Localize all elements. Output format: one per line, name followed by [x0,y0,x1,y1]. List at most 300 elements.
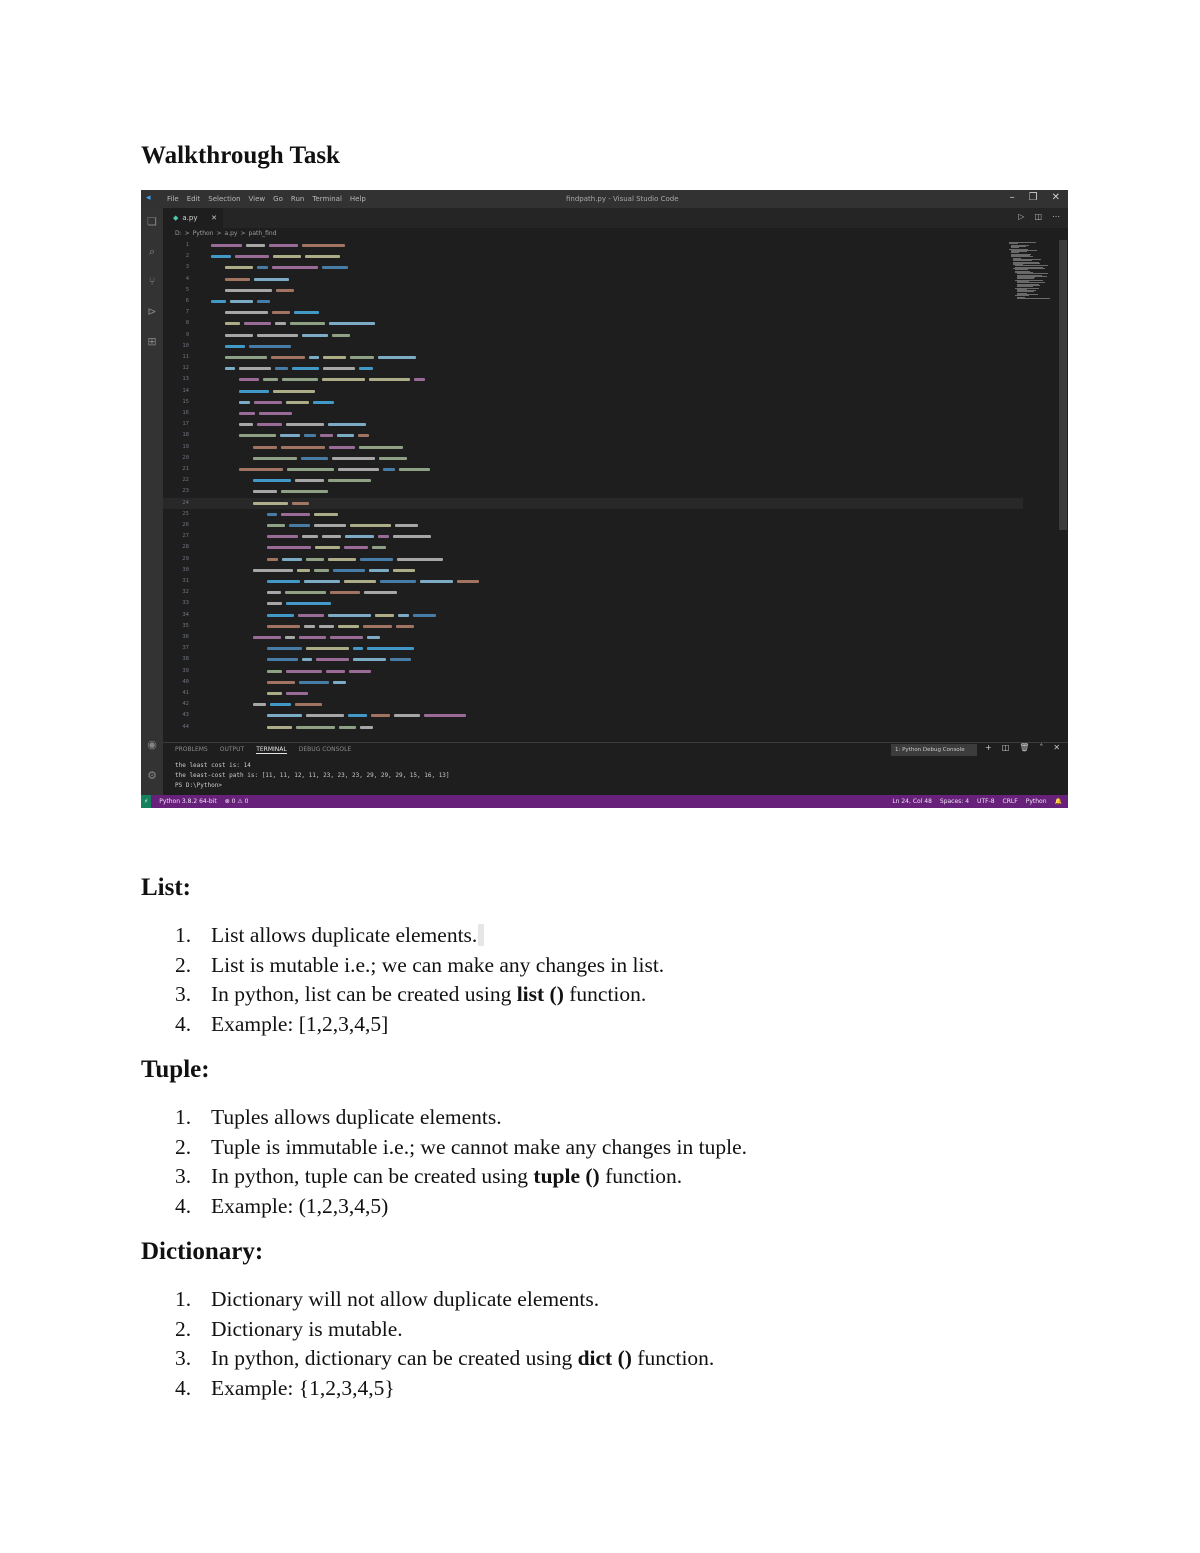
line-number: 43 [182,712,189,719]
code-token [316,658,349,661]
code-token [345,535,374,538]
code-token [302,244,345,247]
code-line [163,722,1023,733]
code-token [301,457,328,460]
python-file-icon: ◆ [173,214,179,222]
code-token [239,468,283,471]
list-number: 2. [175,1134,192,1159]
code-token [328,558,356,561]
code-token [309,356,319,359]
terminal-select: 1: Python Debug Console [891,744,977,756]
code-token [286,423,324,426]
list-item-text: Tuple is immutable i.e.; we cannot make any changes in tuple. [211,1134,747,1159]
code-line [163,453,1023,464]
code-line [163,699,1023,710]
restore-icon: ❐ [1028,192,1038,203]
code-line [163,464,1023,475]
code-line [163,632,1023,643]
terminal-prompt: PS D:\Python> [175,782,222,789]
code-token [257,423,282,426]
section-heading-list: List: [141,874,191,901]
code-token [211,255,231,258]
code-token [350,356,374,359]
line-number: 7 [185,309,189,316]
code-token [286,602,331,605]
code-token [225,289,272,292]
code-token [333,681,346,684]
code-token [344,546,368,549]
code-token [414,378,425,381]
code-token [296,726,335,729]
code-line [163,486,1023,497]
code-token [257,334,298,337]
code-token [360,726,373,729]
line-number: 35 [182,622,189,629]
code-line [163,610,1023,621]
code-token [225,311,268,314]
ide-activity-bar [141,208,163,795]
line-number: 42 [182,701,189,708]
code-line [163,643,1023,654]
menu-file: File [167,195,179,203]
code-token [420,580,453,583]
code-token [292,502,309,505]
code-token [271,356,305,359]
code-token [253,490,277,493]
list-number: 2. [175,1316,192,1341]
code-token [349,670,371,673]
code-line [163,419,1023,430]
line-number: 3 [185,264,189,271]
editor-tab-label: a.py [182,214,198,222]
line-number: 27 [182,533,189,540]
line-number: 9 [185,331,189,338]
line-number: 34 [182,611,189,618]
code-token [367,647,414,650]
panel-tab-terminal: TERMINAL [256,746,287,753]
code-token [353,658,386,661]
code-token [314,569,329,572]
breadcrumb-item: Python [192,230,214,237]
code-token [253,703,266,706]
code-token [259,412,292,415]
breadcrumb-separator: > [240,230,246,237]
code-token [253,569,293,572]
line-number: 8 [185,320,189,327]
ide-screenshot [141,190,1068,808]
run-icon: ▷ [1018,212,1025,221]
list-number: 4. [175,1375,192,1400]
code-token [424,714,466,717]
section-heading-tuple: Tuple: [141,1056,210,1083]
code-token [295,703,322,706]
list-number: 3. [175,982,192,1006]
code-line [163,542,1023,553]
list-item-text [211,980,646,1010]
code-token [253,479,291,482]
code-token [329,446,355,449]
list-number: 1. [175,923,192,947]
bell-icon: 🔔 [1054,798,1062,805]
code-token [399,468,430,471]
code-token [302,535,318,538]
text-run: In python, dictionary can be created using [211,1346,578,1370]
code-token [281,513,310,516]
code-token [294,311,319,314]
list-item-text: Dictionary is mutable. [211,1316,403,1341]
code-token [267,692,282,695]
code-line [163,285,1023,296]
code-token [282,378,318,381]
line-number: 36 [182,634,189,640]
line-number: 44 [182,723,189,730]
code-token [270,703,291,706]
breadcrumb-item: a.py [224,230,238,237]
code-token [286,670,322,673]
code-token [246,244,265,247]
list-number: 1. [175,1287,192,1311]
code-token [239,412,255,415]
status-cursor-position: Ln 24, Col 48 [892,798,932,805]
code-token [225,367,235,370]
line-number: 31 [182,578,189,584]
code-line [163,688,1023,699]
code-token [225,356,267,359]
line-number: 37 [182,645,189,652]
code-token [337,434,354,437]
terminal-line: the least cost is: 14 [175,762,251,769]
list-number: 2. [175,952,192,977]
code-token [330,636,363,639]
debug-icon: ⊳ [147,305,157,318]
list-item-text: Tuples allows duplicate elements. [211,1105,502,1129]
code-token [281,490,328,493]
code-token [267,670,282,673]
code-line [163,677,1023,688]
line-number: 33 [182,600,189,607]
code-line [163,621,1023,632]
line-number: 10 [182,342,189,349]
line-number: 4 [185,275,189,282]
code-token [328,614,371,617]
code-token [253,457,297,460]
code-token [332,334,350,337]
line-number: 41 [182,690,189,696]
code-line [163,341,1023,352]
list-item-text: Dictionary will not allow duplicate elements. [211,1287,600,1311]
status-indentation: Spaces: 4 [939,798,970,805]
code-token [380,580,416,583]
code-token [298,614,324,617]
code-token [360,558,393,561]
function-name: list () [516,982,564,1006]
code-token [314,524,346,527]
code-token [369,569,389,572]
line-number: 19 [182,443,189,450]
line-number: 1 [185,242,189,248]
code-token [225,278,250,281]
code-token [315,546,340,549]
list-item-text: List is mutable i.e.; we can make any changes in list. [211,952,665,977]
code-token [297,569,310,572]
code-token [394,714,420,717]
code-token [304,625,315,628]
list-item-text [211,1344,714,1374]
code-token [253,636,281,639]
minimize-icon: – [1009,192,1015,203]
code-token [371,714,390,717]
code-token [225,345,245,348]
code-line [163,587,1023,598]
list-item-text: Example: {1,2,3,4,5} [211,1375,395,1400]
code-token [383,468,395,471]
code-token [253,502,288,505]
menu-view: View [248,195,266,203]
line-number: 26 [182,522,189,528]
line-number: 14 [182,387,189,394]
code-token [239,434,276,437]
code-line [163,274,1023,285]
code-token [372,546,386,549]
code-line [163,654,1023,665]
menu-go: Go [273,195,283,203]
code-token [239,367,271,370]
code-token [272,266,318,269]
code-token [292,367,319,370]
code-token [330,591,360,594]
text-run: function. [599,1164,683,1188]
code-line [163,262,1023,273]
editor-actions [1018,212,1060,221]
code-line [163,565,1023,576]
text-run: In python, list can be created using [211,982,517,1006]
line-number: 17 [182,421,189,428]
code-token [267,647,302,650]
code-token [211,244,242,247]
line-number: 24 [182,499,189,506]
code-token [263,378,278,381]
code-token [350,524,391,527]
code-token [267,625,300,628]
code-token [378,535,389,538]
code-token [257,266,268,269]
code-token [286,401,309,404]
breadcrumb-item: D: [175,230,182,237]
code-token [306,714,344,717]
code-token [267,546,311,549]
code-token [289,524,310,527]
line-number: 15 [182,398,189,405]
list-item-text: Example: (1,2,3,4,5) [211,1193,389,1218]
code-token [275,367,288,370]
window-controls [1010,192,1060,203]
code-line [163,509,1023,520]
code-token [322,266,348,269]
code-token [272,311,290,314]
panel-tab-debug-console: DEBUG CONSOLE [298,746,352,753]
code-line [163,374,1023,385]
line-number: 32 [182,589,189,596]
code-token [239,423,253,426]
breadcrumb-item: path_find [248,230,277,237]
code-token [299,636,326,639]
code-token [267,726,292,729]
code-token [285,636,295,639]
line-number: 40 [182,678,189,685]
code-token [326,670,345,673]
minimap [1007,242,1051,300]
code-token [230,300,253,303]
code-token [344,580,376,583]
code-token [275,322,286,325]
panel-tab-output: OUTPUT [219,746,245,753]
document-title: Walkthrough Task [141,142,340,169]
code-line [163,240,1023,251]
explorer-icon: ❏ [147,215,157,228]
code-token [390,658,411,661]
code-line [163,363,1023,374]
code-token [306,558,324,561]
trash-icon: 🗑 [1019,743,1030,752]
more-icon: ⋯ [1052,212,1060,221]
code-token [225,266,253,269]
line-number: 5 [185,286,189,293]
code-token [273,390,315,393]
code-token [323,367,355,370]
line-number: 20 [182,454,189,461]
code-token [302,658,312,661]
list-number: 1. [175,1105,192,1129]
code-token [280,434,300,437]
code-token [267,513,277,516]
code-token [225,334,253,337]
code-token [328,423,366,426]
line-number: 22 [182,477,189,484]
terminal-line: the least-cost path is: [11, 11, 12, 11, 23, 23, 23, 29, 29, 29, 15, 16, 13] [175,772,450,779]
breadcrumb-separator: > [216,230,222,237]
code-token [254,278,289,281]
code-line [163,598,1023,609]
code-token [244,322,271,325]
code-token [393,535,431,538]
code-token [267,524,285,527]
code-token [379,457,407,460]
code-token [269,244,298,247]
vscode-logo-icon: ◂ [146,193,151,203]
line-number: 2 [185,253,189,260]
text-run: function. [563,982,647,1006]
function-name: tuple () [533,1164,600,1188]
section-heading-dictionary: Dictionary: [141,1238,264,1265]
line-number: 21 [182,466,189,472]
code-token [413,614,436,617]
breadcrumb [175,230,277,237]
search-icon: ⌕ [148,245,156,258]
panel-tab-problems: PROBLEMS [175,746,208,753]
code-token [375,614,394,617]
code-line [163,554,1023,565]
menu-edit: Edit [186,195,201,203]
code-token [239,378,259,381]
code-token [338,468,379,471]
code-token [299,681,329,684]
code-token [267,602,282,605]
status-interpreter: Python 3.8.2 64-bit [159,798,217,805]
code-token [367,636,380,639]
code-token [359,367,373,370]
code-token [314,513,338,516]
code-token [457,580,479,583]
code-token [364,591,397,594]
code-token [267,681,295,684]
line-number: 30 [182,566,189,573]
tab-close-icon: ✕ [211,214,217,222]
code-token [323,356,346,359]
text-run: In python, tuple can be created using [211,1164,534,1188]
code-token [239,401,250,404]
code-token [285,591,326,594]
chevron-up-icon: ˄ [1039,743,1044,752]
code-line [163,386,1023,397]
code-token [235,255,269,258]
text-run: function. [631,1346,715,1370]
code-token [267,658,298,661]
line-number: 18 [182,432,189,439]
code-token [287,468,334,471]
code-token [254,401,282,404]
code-token [239,390,269,393]
code-line [163,330,1023,341]
code-line [163,307,1023,318]
code-token [353,647,363,650]
code-token [363,625,392,628]
code-token [305,255,340,258]
code-token [276,289,294,292]
menu-selection: Selection [208,195,241,203]
source-control-icon: ⑂ [148,275,156,288]
code-line [163,442,1023,453]
code-token [328,479,371,482]
text-cursor [478,924,484,946]
function-name: dict () [577,1346,632,1370]
code-token [322,378,365,381]
code-token [302,334,328,337]
list-number: 3. [175,1164,192,1188]
code-line [163,666,1023,677]
code-line [163,318,1023,329]
status-right [892,795,1062,808]
split-terminal-icon: ◫ [1001,743,1010,752]
line-number: 6 [185,298,189,304]
ide-titlebar [141,190,1068,208]
line-number: 16 [182,410,189,416]
status-eol: CRLF [1002,798,1018,805]
line-number: 28 [182,544,189,551]
list-number: 4. [175,1011,192,1036]
line-number: 23 [182,488,189,495]
code-line [163,498,1023,509]
panel-tabs [175,746,351,754]
split-editor-icon: ◫ [1034,212,1042,221]
code-token [267,580,300,583]
code-line [163,251,1023,262]
code-token [290,322,325,325]
status-language: Python [1025,798,1047,805]
code-line [163,430,1023,441]
extensions-icon: ⊞ [147,335,157,348]
code-token [286,692,308,695]
code-line [163,352,1023,363]
